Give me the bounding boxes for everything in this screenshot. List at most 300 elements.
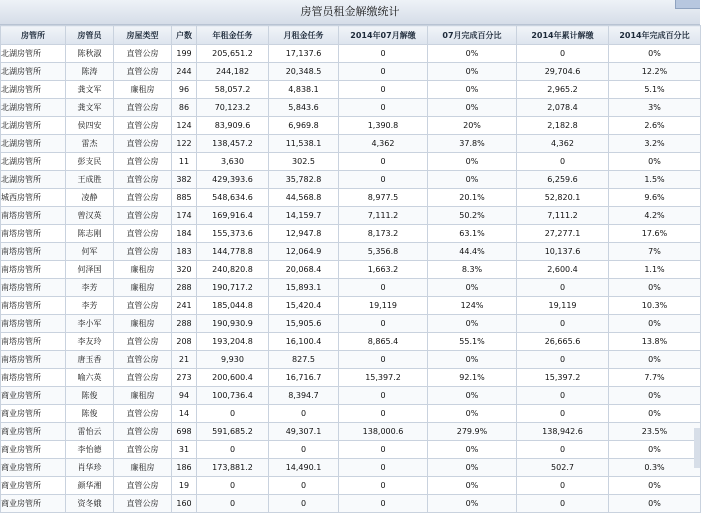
table-cell: 彭支民	[66, 153, 114, 171]
table-cell: 1,663.2	[339, 261, 428, 279]
table-cell: 15,397.2	[339, 369, 428, 387]
table-cell: 雷怡云	[66, 423, 114, 441]
table-cell: 0%	[609, 495, 701, 513]
table-cell: 288	[172, 279, 197, 297]
table-cell: 直管公房	[114, 405, 172, 423]
table-row[interactable]	[1, 81, 701, 99]
table-cell: 0%	[609, 153, 701, 171]
table-row[interactable]	[1, 477, 701, 495]
table-cell: 19,119	[339, 297, 428, 315]
table-cell: 0	[339, 63, 428, 81]
table-row[interactable]	[1, 189, 701, 207]
table-cell: 44,568.8	[269, 189, 339, 207]
table-cell: 96	[172, 81, 197, 99]
table-cell: 0	[269, 405, 339, 423]
table-cell: 南塔房管所	[1, 297, 66, 315]
table-cell: 27,277.1	[517, 225, 609, 243]
table-row[interactable]	[1, 63, 701, 81]
table-row[interactable]	[1, 297, 701, 315]
table-cell: 0	[197, 495, 269, 513]
table-cell: 273	[172, 369, 197, 387]
table-cell: 0	[339, 81, 428, 99]
table-cell: 资冬娥	[66, 495, 114, 513]
column-header[interactable]: 月租金任务	[269, 26, 339, 45]
table-cell: 何军	[66, 243, 114, 261]
table-cell: 3,630	[197, 153, 269, 171]
table-cell: 17,137.6	[269, 45, 339, 63]
table-cell: 548,634.6	[197, 189, 269, 207]
table-cell: 13.8%	[609, 333, 701, 351]
table-row[interactable]	[1, 459, 701, 477]
table-cell: 63.1%	[428, 225, 517, 243]
table-cell: 138,942.6	[517, 423, 609, 441]
table-cell: 16,716.7	[269, 369, 339, 387]
table-cell: 1,390.8	[339, 117, 428, 135]
table-cell: 0	[339, 441, 428, 459]
table-cell: 0%	[609, 279, 701, 297]
table-cell: 0%	[609, 387, 701, 405]
table-cell: 0%	[428, 387, 517, 405]
table-cell: 0	[339, 171, 428, 189]
table-cell: 14,159.7	[269, 207, 339, 225]
column-header[interactable]: 房管员	[66, 26, 114, 45]
table-cell: 0	[517, 315, 609, 333]
table-cell: 0	[197, 477, 269, 495]
table-cell: 0	[517, 441, 609, 459]
table-cell: 南塔房管所	[1, 207, 66, 225]
table-cell: 6,259.6	[517, 171, 609, 189]
table-cell: 廉租房	[114, 279, 172, 297]
table-cell: 北湖房管所	[1, 45, 66, 63]
table-cell: 李怡德	[66, 441, 114, 459]
table-cell: 29,704.6	[517, 63, 609, 81]
table-cell: 7%	[609, 243, 701, 261]
table-cell: 0	[517, 279, 609, 297]
table-cell: 20,348.5	[269, 63, 339, 81]
table-cell: 19,119	[517, 297, 609, 315]
table-cell: 南塔房管所	[1, 261, 66, 279]
table-cell: 曾汉英	[66, 207, 114, 225]
table-cell: 14,490.1	[269, 459, 339, 477]
table-cell: 陈秋淑	[66, 45, 114, 63]
table-cell: 6,969.8	[269, 117, 339, 135]
table-cell: 商业房管所	[1, 441, 66, 459]
table-cell: 0	[339, 351, 428, 369]
table-cell: 86	[172, 99, 197, 117]
table-cell: 12,064.9	[269, 243, 339, 261]
table-cell: 直管公房	[114, 117, 172, 135]
table-cell: 0	[339, 315, 428, 333]
table-cell: 直管公房	[114, 495, 172, 513]
table-cell: 北湖房管所	[1, 117, 66, 135]
table-cell: 颜华湘	[66, 477, 114, 495]
table-cell: 2,965.2	[517, 81, 609, 99]
table-cell: 5.1%	[609, 81, 701, 99]
table-cell: 50.2%	[428, 207, 517, 225]
table-cell: 11	[172, 153, 197, 171]
column-header[interactable]: 2014年07月解缴	[339, 26, 428, 45]
table-cell: 0	[517, 477, 609, 495]
table-cell: 8,977.5	[339, 189, 428, 207]
table-cell: 279.9%	[428, 423, 517, 441]
table-cell: 58,057.2	[197, 81, 269, 99]
column-header[interactable]: 07月完成百分比	[428, 26, 517, 45]
table-cell: 直管公房	[114, 189, 172, 207]
table-cell: 0	[339, 279, 428, 297]
table-cell: 23.5%	[609, 423, 701, 441]
table-cell: 173,881.2	[197, 459, 269, 477]
table-cell: 直管公房	[114, 423, 172, 441]
table-cell: 240,820.8	[197, 261, 269, 279]
rent-statistics-table	[0, 25, 701, 513]
table-cell: 0%	[609, 477, 701, 495]
table-row[interactable]	[1, 495, 701, 513]
table-cell: 1.1%	[609, 261, 701, 279]
table-cell: 3.2%	[609, 135, 701, 153]
table-header-row	[1, 26, 701, 45]
table-cell: 0	[197, 441, 269, 459]
table-cell: 8.3%	[428, 261, 517, 279]
table-cell: 直管公房	[114, 171, 172, 189]
table-cell: 直管公房	[114, 477, 172, 495]
table-cell: 124	[172, 117, 197, 135]
table-cell: 0	[517, 351, 609, 369]
table-cell: 直管公房	[114, 99, 172, 117]
table-cell: 商业房管所	[1, 423, 66, 441]
table-cell: 0%	[428, 315, 517, 333]
table-cell: 20,068.4	[269, 261, 339, 279]
table-cell: 0%	[609, 351, 701, 369]
table-cell: 0	[339, 459, 428, 477]
table-cell: 288	[172, 315, 197, 333]
table-cell: 0%	[609, 405, 701, 423]
table-cell: 10,137.6	[517, 243, 609, 261]
table-cell: 李芳	[66, 279, 114, 297]
table-cell: 12,947.8	[269, 225, 339, 243]
table-cell: 0	[339, 405, 428, 423]
table-cell: 4,362	[339, 135, 428, 153]
table-cell: 廉租房	[114, 81, 172, 99]
table-row[interactable]	[1, 315, 701, 333]
table-cell: 8,394.7	[269, 387, 339, 405]
table-cell: 2,078.4	[517, 99, 609, 117]
table-cell: 0	[517, 45, 609, 63]
table-cell: 94	[172, 387, 197, 405]
table-cell: 龚文军	[66, 81, 114, 99]
table-cell: 0	[339, 495, 428, 513]
table-cell: 591,685.2	[197, 423, 269, 441]
table-cell: 直管公房	[114, 351, 172, 369]
table-cell: 827.5	[269, 351, 339, 369]
table-cell: 直管公房	[114, 333, 172, 351]
table-cell: 商业房管所	[1, 387, 66, 405]
table-cell: 0	[197, 405, 269, 423]
table-cell: 1.5%	[609, 171, 701, 189]
table-cell: 雷杰	[66, 135, 114, 153]
table-cell: 122	[172, 135, 197, 153]
table-cell: 廉租房	[114, 459, 172, 477]
table-cell: 885	[172, 189, 197, 207]
table-cell: 15,397.2	[517, 369, 609, 387]
table-cell: 凌静	[66, 189, 114, 207]
table-cell: 直管公房	[114, 243, 172, 261]
table-cell: 南塔房管所	[1, 333, 66, 351]
table-cell: 廉租房	[114, 261, 172, 279]
table-cell: 70,123.2	[197, 99, 269, 117]
table-cell: 241	[172, 297, 197, 315]
vertical-scrollbar[interactable]	[694, 428, 700, 468]
table-cell: 0%	[609, 315, 701, 333]
table-cell: 8,865.4	[339, 333, 428, 351]
table-cell: 15,893.1	[269, 279, 339, 297]
table-cell: 186	[172, 459, 197, 477]
table-row[interactable]	[1, 207, 701, 225]
table-cell: 698	[172, 423, 197, 441]
table-cell: 4,838.1	[269, 81, 339, 99]
table-cell: 南塔房管所	[1, 351, 66, 369]
table-cell: 19	[172, 477, 197, 495]
table-cell: 0%	[609, 441, 701, 459]
table-cell: 王成胜	[66, 171, 114, 189]
column-header[interactable]: 2014年完成百分比	[609, 26, 701, 45]
table-cell: 陈涛	[66, 63, 114, 81]
table-cell: 0	[517, 387, 609, 405]
table-row[interactable]	[1, 99, 701, 117]
table-cell: 20%	[428, 117, 517, 135]
table-row[interactable]	[1, 405, 701, 423]
table-cell: 16,100.4	[269, 333, 339, 351]
table-cell: 陈俊	[66, 387, 114, 405]
table-cell: 肖华珍	[66, 459, 114, 477]
table-cell: 0%	[428, 405, 517, 423]
table-cell: 商业房管所	[1, 495, 66, 513]
table-cell: 12.2%	[609, 63, 701, 81]
table-row[interactable]	[1, 261, 701, 279]
table-cell: 南塔房管所	[1, 243, 66, 261]
table-cell: 31	[172, 441, 197, 459]
report-title: 房管员租金解缴统计	[300, 5, 400, 18]
table-cell: 208	[172, 333, 197, 351]
column-header[interactable]: 户数	[172, 26, 197, 45]
table-cell: 龚文军	[66, 99, 114, 117]
table-cell: 44.4%	[428, 243, 517, 261]
table-row[interactable]	[1, 135, 701, 153]
table-cell: 0%	[428, 153, 517, 171]
table-cell: 205,651.2	[197, 45, 269, 63]
table-cell: 184	[172, 225, 197, 243]
table-cell: 喻六英	[66, 369, 114, 387]
table-cell: 陈俊	[66, 405, 114, 423]
table-cell: 2,182.8	[517, 117, 609, 135]
table-cell: 11,538.1	[269, 135, 339, 153]
table-cell: 何泽国	[66, 261, 114, 279]
table-cell: 174	[172, 207, 197, 225]
table-cell: 124%	[428, 297, 517, 315]
table-cell: 直管公房	[114, 369, 172, 387]
table-cell: 37.8%	[428, 135, 517, 153]
table-cell: 直管公房	[114, 225, 172, 243]
table-row[interactable]	[1, 45, 701, 63]
window-tab-handle[interactable]	[675, 0, 700, 9]
table-cell: 160	[172, 495, 197, 513]
table-cell: 0	[339, 45, 428, 63]
table-cell: 9.6%	[609, 189, 701, 207]
table-cell: 190,717.2	[197, 279, 269, 297]
table-cell: 15,905.6	[269, 315, 339, 333]
table-cell: 49,307.1	[269, 423, 339, 441]
table-cell: 382	[172, 171, 197, 189]
table-cell: 0%	[428, 351, 517, 369]
table-cell: 0%	[428, 45, 517, 63]
table-row[interactable]	[1, 279, 701, 297]
table-cell: 0%	[428, 459, 517, 477]
table-cell: 商业房管所	[1, 459, 66, 477]
table-cell: 直管公房	[114, 45, 172, 63]
table-cell: 320	[172, 261, 197, 279]
table-cell: 0%	[609, 45, 701, 63]
table-cell: 0%	[428, 81, 517, 99]
table-cell: 7,111.2	[517, 207, 609, 225]
table-cell: 200,600.4	[197, 369, 269, 387]
table-cell: 7.7%	[609, 369, 701, 387]
table-cell: 5,843.6	[269, 99, 339, 117]
table-cell: 南塔房管所	[1, 279, 66, 297]
table-row[interactable]	[1, 117, 701, 135]
table-cell: 唐玉香	[66, 351, 114, 369]
table-cell: 100,736.4	[197, 387, 269, 405]
table-cell: 35,782.8	[269, 171, 339, 189]
table-cell: 52,820.1	[517, 189, 609, 207]
table-cell: 302.5	[269, 153, 339, 171]
column-header[interactable]: 房屋类型	[114, 26, 172, 45]
table-cell: 169,916.4	[197, 207, 269, 225]
table-cell: 直管公房	[114, 297, 172, 315]
table-cell: 李小军	[66, 315, 114, 333]
table-row[interactable]	[1, 441, 701, 459]
table-cell: 0	[269, 441, 339, 459]
table-cell: 北湖房管所	[1, 171, 66, 189]
table-cell: 0	[517, 495, 609, 513]
table-cell: 4.2%	[609, 207, 701, 225]
table-cell: 直管公房	[114, 153, 172, 171]
table-row[interactable]	[1, 243, 701, 261]
table-cell: 15,420.4	[269, 297, 339, 315]
table-row[interactable]	[1, 171, 701, 189]
table-cell: 0%	[428, 63, 517, 81]
table-cell: 0%	[428, 495, 517, 513]
table-cell: 商业房管所	[1, 405, 66, 423]
table-cell: 8,173.2	[339, 225, 428, 243]
table-cell: 138,457.2	[197, 135, 269, 153]
table-cell: 0	[517, 405, 609, 423]
table-cell: 直管公房	[114, 63, 172, 81]
table-row[interactable]	[1, 369, 701, 387]
table-cell: 244	[172, 63, 197, 81]
table-cell: 北湖房管所	[1, 81, 66, 99]
table-cell: 0	[269, 495, 339, 513]
column-header[interactable]: 2014年累计解缴	[517, 26, 609, 45]
table-cell: 0%	[428, 441, 517, 459]
column-header[interactable]: 年租金任务	[197, 26, 269, 45]
table-cell: 199	[172, 45, 197, 63]
table-cell: 直管公房	[114, 441, 172, 459]
table-cell: 李芳	[66, 297, 114, 315]
table-cell: 0	[339, 387, 428, 405]
table-cell: 10.3%	[609, 297, 701, 315]
table-cell: 21	[172, 351, 197, 369]
table-cell: 廉租房	[114, 387, 172, 405]
table-cell: 55.1%	[428, 333, 517, 351]
table-cell: 429,393.6	[197, 171, 269, 189]
table-cell: 26,665.6	[517, 333, 609, 351]
table-cell: 0	[339, 99, 428, 117]
table-cell: 14	[172, 405, 197, 423]
table-cell: 5,356.8	[339, 243, 428, 261]
table-cell: 193,204.8	[197, 333, 269, 351]
table-cell: 南塔房管所	[1, 369, 66, 387]
table-cell: 244,182	[197, 63, 269, 81]
table-cell: 4,362	[517, 135, 609, 153]
table-row[interactable]	[1, 225, 701, 243]
table-cell: 155,373.6	[197, 225, 269, 243]
table-cell: 李友玲	[66, 333, 114, 351]
table-cell: 0	[269, 477, 339, 495]
table-cell: 83,909.6	[197, 117, 269, 135]
table-cell: 7,111.2	[339, 207, 428, 225]
table-cell: 92.1%	[428, 369, 517, 387]
report-title-bar	[0, 0, 700, 25]
table-cell: 0%	[428, 477, 517, 495]
table-body	[1, 45, 701, 513]
table-cell: 北湖房管所	[1, 63, 66, 81]
table-cell: 185,044.8	[197, 297, 269, 315]
table-cell: 20.1%	[428, 189, 517, 207]
table-cell: 北湖房管所	[1, 135, 66, 153]
table-cell: 183	[172, 243, 197, 261]
table-cell: 190,930.9	[197, 315, 269, 333]
table-row[interactable]	[1, 387, 701, 405]
table-cell: 城西房管所	[1, 189, 66, 207]
table-cell: 0%	[428, 99, 517, 117]
table-row[interactable]	[1, 351, 701, 369]
table-cell: 0%	[428, 171, 517, 189]
table-cell: 0	[339, 477, 428, 495]
table-cell: 0	[517, 153, 609, 171]
table-cell: 廉租房	[114, 315, 172, 333]
table-cell: 0	[339, 153, 428, 171]
table-cell: 2,600.4	[517, 261, 609, 279]
table-row[interactable]	[1, 153, 701, 171]
table-row[interactable]	[1, 423, 701, 441]
table-cell: 0.3%	[609, 459, 701, 477]
table-cell: 502.7	[517, 459, 609, 477]
table-cell: 17.6%	[609, 225, 701, 243]
table-cell: 2.6%	[609, 117, 701, 135]
column-header[interactable]: 房管所	[1, 26, 66, 45]
table-cell: 侯四安	[66, 117, 114, 135]
table-cell: 陈志刚	[66, 225, 114, 243]
table-cell: 0%	[428, 279, 517, 297]
table-row[interactable]	[1, 333, 701, 351]
table-cell: 北湖房管所	[1, 153, 66, 171]
table-cell: 138,000.6	[339, 423, 428, 441]
table-cell: 商业房管所	[1, 477, 66, 495]
table-cell: 144,778.8	[197, 243, 269, 261]
table-cell: 南塔房管所	[1, 315, 66, 333]
table-cell: 北湖房管所	[1, 99, 66, 117]
table-cell: 直管公房	[114, 135, 172, 153]
table-cell: 9,930	[197, 351, 269, 369]
